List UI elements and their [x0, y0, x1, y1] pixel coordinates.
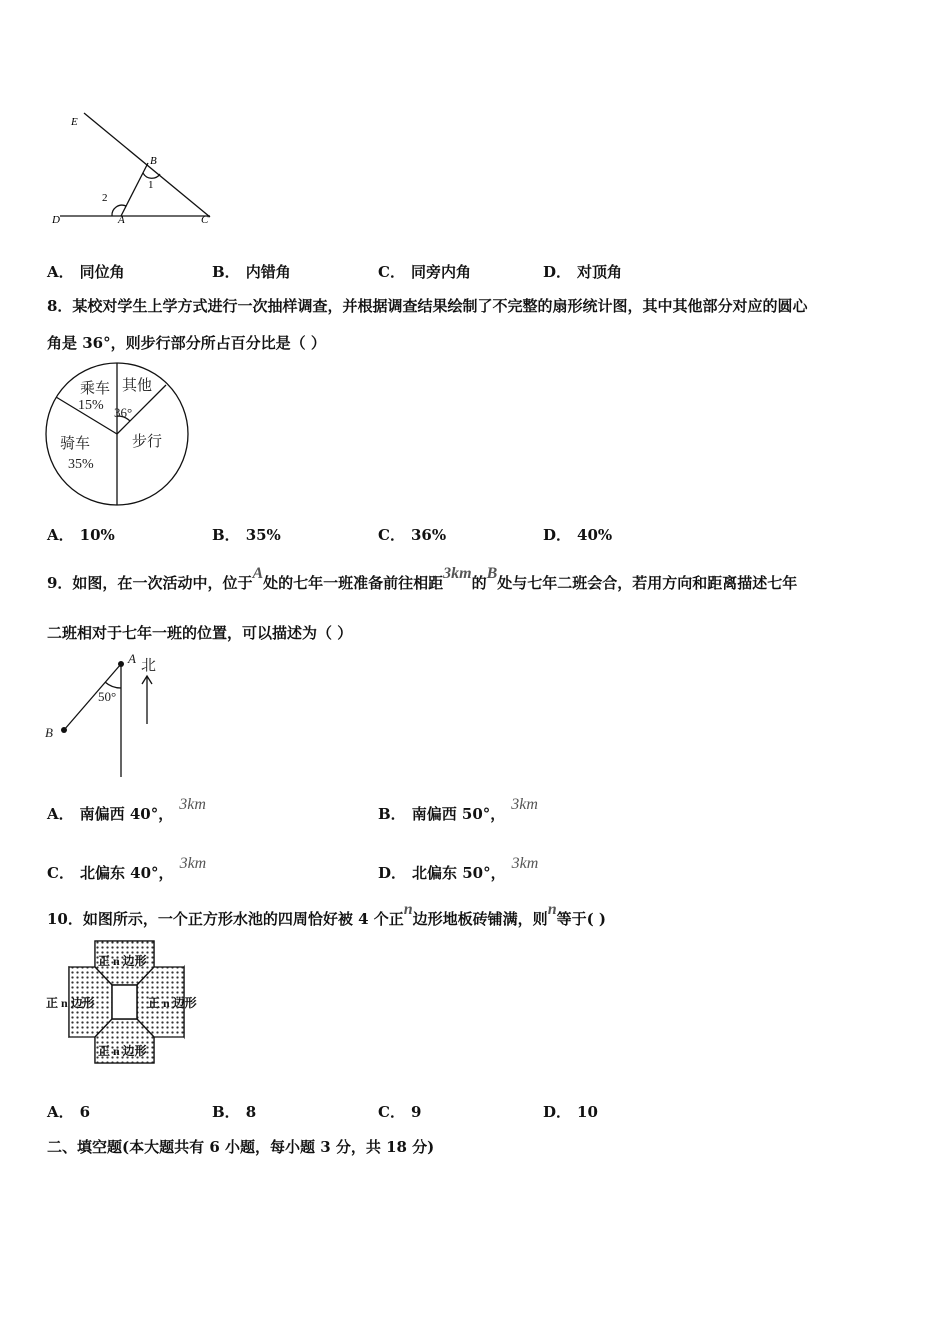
q10-line: 10．如图所示，一个正方形水池的四周恰好被 4 个正n边形地板砖铺满，则n等于( ) — [47, 901, 607, 928]
point-b — [61, 727, 67, 733]
q10-var-n2: n — [547, 901, 557, 918]
pool-tiling-figure — [40, 935, 215, 1070]
label-a: A — [118, 214, 125, 226]
dir-label-b: B — [45, 725, 53, 740]
label-d: D — [52, 214, 60, 226]
q9-option-a: A． 南偏西 40°，3km — [47, 796, 206, 823]
q8-option-c: C． 36% — [378, 526, 447, 544]
line-ab — [121, 163, 148, 216]
q10-option-b: B． 8 — [212, 1103, 257, 1121]
q8-line1: 8．某校对学生上学方式进行一次抽样调查，并根据调查结果绘制了不完整的扇形统计图，其中其他部分对应的圆心 — [47, 297, 808, 315]
tile-label-top: 正 n 边形 — [98, 954, 147, 968]
pie-label-angle: 36° — [114, 405, 133, 420]
dir-label-angle: 50° — [98, 689, 117, 704]
q7-option-d: D． 对顶角 — [543, 263, 623, 281]
pie-label-qiche: 骑车 — [60, 436, 91, 452]
q8-line2: 角是 36°，则步行部分所占百分比是（ ） — [47, 334, 326, 352]
q7-option-c: C． 同旁内角 — [378, 263, 471, 281]
q7-option-b: B． 内错角 — [212, 263, 291, 281]
section-heading: 二、填空题(本大题共有 6 小题，每小题 3 分，共 18 分) — [47, 1138, 435, 1156]
q9-var-a: A — [252, 565, 264, 582]
q10-option-a: A． 6 — [47, 1103, 91, 1121]
label-c: C — [201, 214, 209, 226]
q9-option-c: C． 北偏东 40°，3km — [47, 855, 207, 882]
q10-option-c: C． 9 — [378, 1103, 422, 1121]
pie-label-qiche-pct: 35% — [68, 457, 94, 472]
q9-option-b: B． 南偏西 50°，3km — [378, 796, 538, 823]
pie-chart — [40, 360, 196, 510]
tile-label-bottom: 正 n 边形 — [98, 1044, 147, 1058]
pie-label-buxing: 步行 — [132, 434, 163, 450]
label-1: 1 — [148, 179, 154, 191]
q10-option-d: D． 10 — [543, 1103, 598, 1121]
dir-label-a: A — [128, 651, 136, 666]
q9-option-d: D． 北偏东 50°，3km — [378, 855, 539, 882]
q8-option-a: A． 10% — [47, 526, 115, 544]
direction-figure — [40, 650, 170, 782]
q9-distance: 3km — [443, 565, 472, 582]
label-e: E — [71, 116, 78, 128]
square-pool — [112, 985, 137, 1019]
pie-label-qita: 其他 — [122, 378, 153, 394]
q8-option-d: D． 40% — [543, 526, 613, 544]
q8-option-b: B． 35% — [212, 526, 281, 544]
pie-label-cheng-pct: 15% — [78, 398, 104, 413]
point-a — [118, 661, 124, 667]
dir-label-north: 北 — [141, 658, 157, 674]
tile-label-right: 正 n 边形 — [148, 996, 197, 1010]
q7-option-a: A． 同位角 — [47, 263, 125, 281]
tile-label-left: 正 n 边形 — [46, 996, 95, 1010]
label-2: 2 — [102, 192, 108, 204]
q9-var-b: B — [486, 565, 498, 582]
q9-line1: 9．如图，在一次活动中，位于A处的七年一班准备前往相距3km的B处与七年二班会合，若用方向和距离描述七年 — [47, 565, 798, 592]
direction-angle-arc — [105, 682, 121, 688]
q10-var-n: n — [403, 901, 413, 918]
angle-figure — [40, 105, 230, 235]
pie-label-cheng: 乘车 — [80, 381, 111, 397]
label-b: B — [150, 155, 157, 167]
q9-line2: 二班相对于七年一班的位置，可以描述为（ ） — [47, 624, 353, 642]
